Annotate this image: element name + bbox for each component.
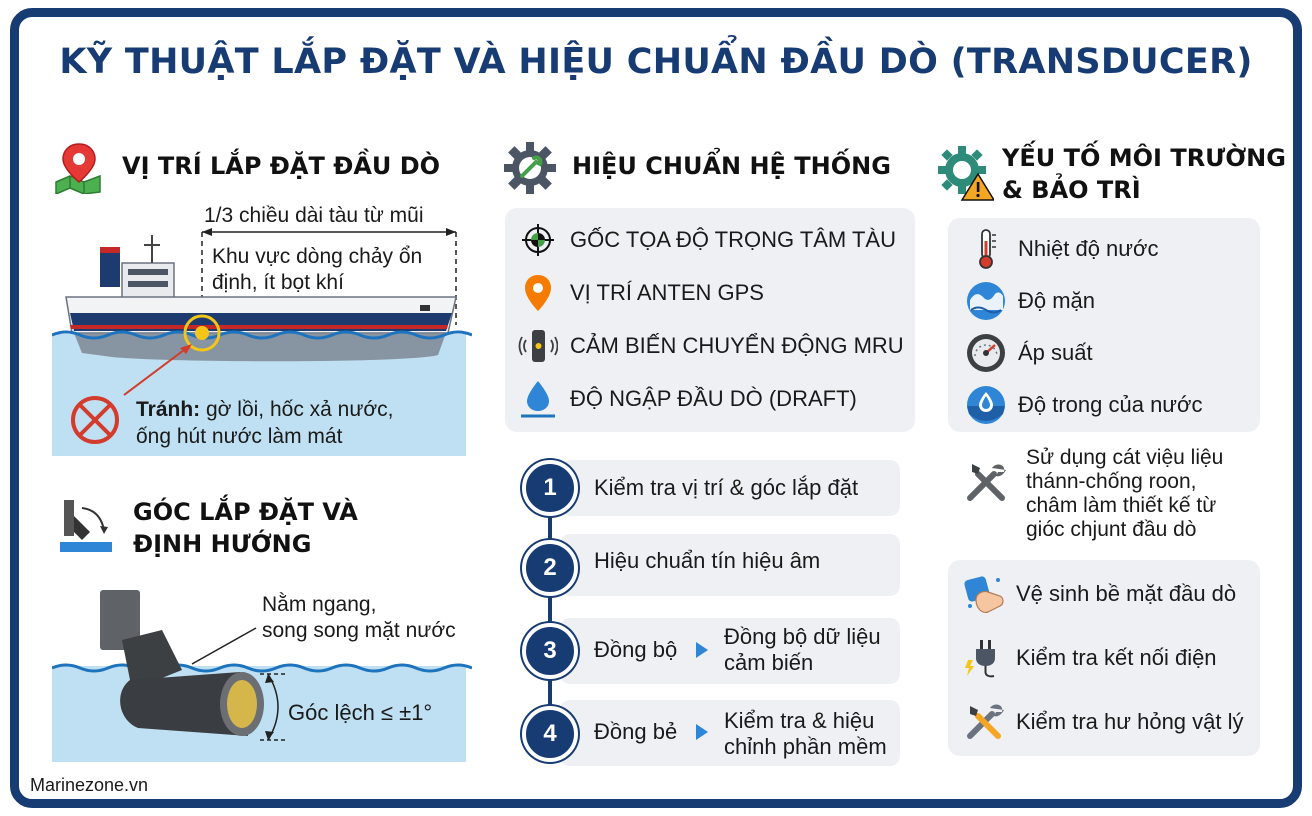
step-subtext-3-line1: Đồng bộ dữ liệu — [724, 624, 881, 649]
step-number-1: 1 — [522, 460, 578, 516]
param-row-mru — [516, 324, 904, 368]
param-row-cog — [516, 218, 896, 262]
step-text-1: Kiểm tra vị trí & góc lắp đặt — [594, 475, 859, 500]
map-location-icon — [54, 142, 104, 194]
avoid-line1: gờ lồi, hốc xả nước, — [200, 398, 394, 421]
environment-title-line2: & BẢO TRÌ — [1002, 176, 1141, 204]
section-title-environment — [1002, 142, 1286, 206]
tools-line: Sử dụng cát việu liệu — [1026, 446, 1224, 469]
param-label: VỊ TRÍ ANTEN GPS — [570, 280, 764, 305]
param-label: GỐC TỌA ĐỘ TRỌNG TÂM TÀU — [570, 227, 896, 252]
env-row-salinity — [964, 279, 1095, 323]
avoid-label: Tránh: — [136, 398, 201, 421]
step-text-3: Đồng bộ — [594, 637, 678, 662]
maint-label: Kiểm tra kết nối điện — [1016, 645, 1217, 670]
thermometer-icon — [964, 227, 1008, 271]
param-label: ĐỘ NGẬP ĐẦU DÒ (DRAFT) — [570, 386, 857, 411]
env-row-temperature — [964, 227, 1158, 271]
angle-tolerance-label: Góc lệch ≤ ±1° — [288, 700, 433, 725]
salinity-wave-icon — [964, 279, 1008, 323]
stable-zone-line1: Khu vực dòng chảy ổn — [212, 245, 423, 268]
dimension-label: 1/3 chiều dài tàu từ mũi — [204, 204, 424, 227]
steps-timeline-line — [548, 488, 552, 738]
step-subtext-3-line2: cảm biến — [724, 650, 814, 675]
water-drop-icon — [516, 377, 560, 421]
env-row-clarity — [964, 383, 1202, 427]
stable-zone-text — [212, 244, 422, 296]
avoid-text — [136, 396, 394, 450]
stable-zone-line2: định, ít bọt khí — [212, 271, 344, 294]
gear-wrench-icon — [502, 140, 558, 196]
mounting-title-line2: ĐỊNH HƯỚNG — [133, 530, 312, 558]
step-text-4: Đồng bẻ — [594, 719, 678, 744]
step-number-4: 4 — [522, 706, 578, 762]
param-row-gps — [516, 271, 764, 315]
crosshair-icon — [516, 218, 560, 262]
water-clarity-icon — [964, 383, 1008, 427]
tools-description — [1026, 446, 1223, 542]
section-title-mounting-angle — [133, 496, 358, 560]
step-number-2: 2 — [522, 540, 578, 596]
maint-label: Vệ sinh bề mặt đầu dò — [1016, 581, 1237, 606]
step-subtext-3 — [724, 624, 881, 676]
horizontal-note-line1: Nằm ngang, — [262, 593, 377, 616]
maint-row-electric — [962, 636, 1217, 680]
step-arrow-3 — [696, 642, 708, 658]
cleaning-hand-icon — [962, 572, 1006, 616]
section-title-calibration: HIỆU CHUẨN HỆ THỐNG — [572, 152, 891, 180]
param-label: CẢM BIẾN CHUYỂN ĐỘNG MRU — [570, 333, 904, 358]
horizontal-note-line2: song song mặt nước — [262, 619, 456, 642]
gear-warning-icon — [936, 144, 994, 202]
env-label: Áp suất — [1018, 340, 1093, 365]
maint-row-physical — [962, 700, 1244, 744]
pressure-gauge-icon — [964, 331, 1008, 375]
mounting-angle-icon — [58, 496, 114, 554]
step-text-2: Hiệu chuẩn tín hiệu âm — [594, 548, 821, 573]
tools-line: gióc chjunt đầu dò — [1026, 518, 1197, 541]
env-label: Nhiệt độ nước — [1018, 236, 1159, 261]
env-row-pressure — [964, 331, 1093, 375]
horizontal-note — [262, 592, 456, 644]
step-subtext-4-line1: Kiểm tra & hiệu — [724, 708, 875, 733]
mounting-title-line1: GÓC LẮP ĐẶT VÀ — [133, 498, 358, 526]
wrench-screwdriver-icon — [962, 458, 1010, 506]
env-label: Độ mặn — [1018, 288, 1096, 313]
step-arrow-4 — [696, 724, 708, 740]
map-pin-icon — [516, 271, 560, 315]
motion-sensor-icon — [516, 324, 560, 368]
avoid-line2: ống hút nước làm mát — [136, 425, 343, 448]
env-label: Độ trong của nước — [1018, 392, 1203, 417]
maint-label: Kiểm tra hư hỏng vật lý — [1016, 709, 1244, 734]
maint-row-cleaning — [962, 572, 1236, 616]
step-subtext-4 — [724, 708, 887, 760]
tools-line: thánn-chống roon, — [1026, 470, 1197, 493]
tools-line: châm làm thiết kế từ — [1026, 494, 1217, 517]
tools-icon — [962, 700, 1006, 744]
electric-plug-icon — [962, 636, 1006, 680]
environment-title-line1: YẾU TỐ MÔI TRƯỜNG — [1002, 144, 1286, 172]
footer-site-name: Marinezone.vn — [30, 775, 149, 795]
step-subtext-4-line2: chỉnh phần mềm — [724, 734, 887, 759]
param-row-draft — [516, 377, 857, 421]
step-number-3: 3 — [522, 623, 578, 679]
page-title: KỸ THUẬT LẮP ĐẶT VÀ HIỆU CHUẨN ĐẦU DÒ (TRANSDUCER) — [59, 42, 1253, 82]
section-title-install-location: VỊ TRÍ LẮP ĐẶT ĐẦU DÒ — [122, 152, 441, 180]
